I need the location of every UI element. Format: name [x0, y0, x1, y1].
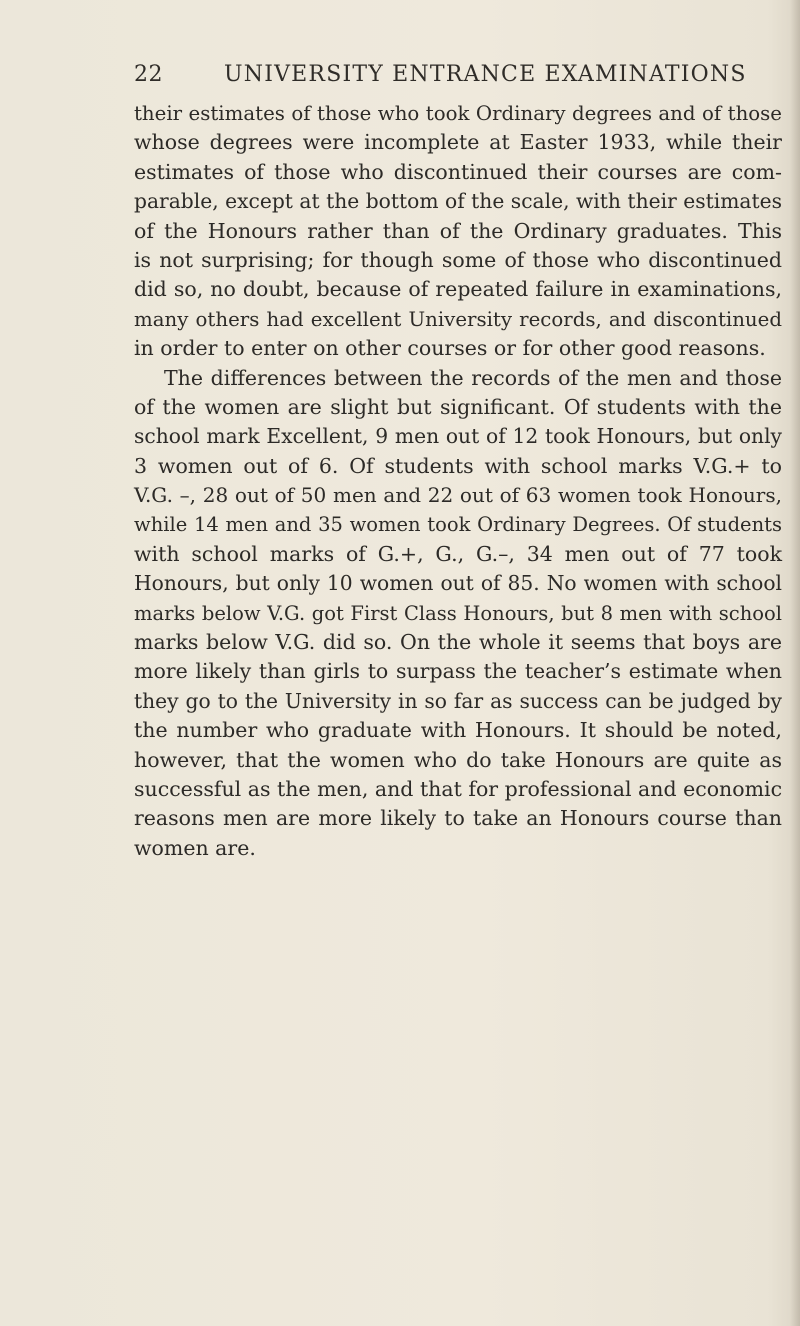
- page-number: 22: [134, 62, 163, 87]
- text-line: is not surprising; for though some of those who discontinued: [134, 247, 782, 272]
- text-line: of the women are slight but significant. Of students with the: [134, 394, 782, 419]
- paragraph-start-line: The differences between the records of the men and those: [164, 365, 782, 390]
- text-line: whose degrees were incomplete at Easter 1933, while their: [134, 130, 782, 155]
- text-line: while 14 men and 35 women took Ordinary Degrees. Of students: [134, 513, 782, 537]
- running-head: [134, 62, 784, 96]
- text-line: did so, no doubt, because of repeated failure in examinations,: [134, 277, 782, 302]
- text-line: with school marks of G.+, G., G.–, 34 men out of 77 took: [134, 541, 782, 566]
- page-edge-shadow: [790, 0, 800, 1326]
- text-line: the number who graduate with Honours. It should be noted,: [134, 718, 782, 743]
- text-line: 3 women out of 6. Of students with school marks V.G.+ to: [134, 453, 782, 478]
- paragraph-end-line: in order to enter on other courses or for other good reasons.: [134, 336, 766, 361]
- text-line: many others had excellent University records, and discontinued: [134, 307, 782, 331]
- text-line: marks below V.G. got First Class Honours, but 8 men with school: [134, 601, 782, 625]
- text-line: school mark Excellent, 9 men out of 12 took Honours, but only: [134, 424, 782, 449]
- text-line: their estimates of those who took Ordinary degrees and of those: [134, 102, 782, 125]
- text-line: more likely than girls to surpass the teacher’s estimate when: [134, 659, 782, 684]
- text-line: Honours, but only 10 women out of 85. No women with school: [134, 571, 782, 596]
- text-line: V.G. –, 28 out of 50 men and 22 out of 63 women took Honours,: [134, 483, 782, 508]
- text-line: they go to the University in so far as success can be judged by: [134, 688, 782, 713]
- text-line: estimates of those who discontinued their courses are com-: [134, 159, 782, 184]
- body-text: [134, 99, 782, 863]
- text-line: marks below V.G. did so. On the whole it seems that boys are: [134, 630, 782, 655]
- text-line: however, that the women who do take Honours are quite as: [134, 747, 782, 772]
- text-line: of the Honours rather than of the Ordinary graduates. This: [134, 218, 782, 243]
- text-line: reasons men are more likely to take an Honours course than: [134, 806, 782, 831]
- text-line: parable, except at the bottom of the scale, with their estimates: [134, 189, 782, 214]
- running-title: UNIVERSITY ENTRANCE EXAMINATIONS: [224, 62, 747, 87]
- paragraph-end-line: women are.: [134, 835, 256, 860]
- text-line: successful as the men, and that for professional and economic: [134, 776, 783, 801]
